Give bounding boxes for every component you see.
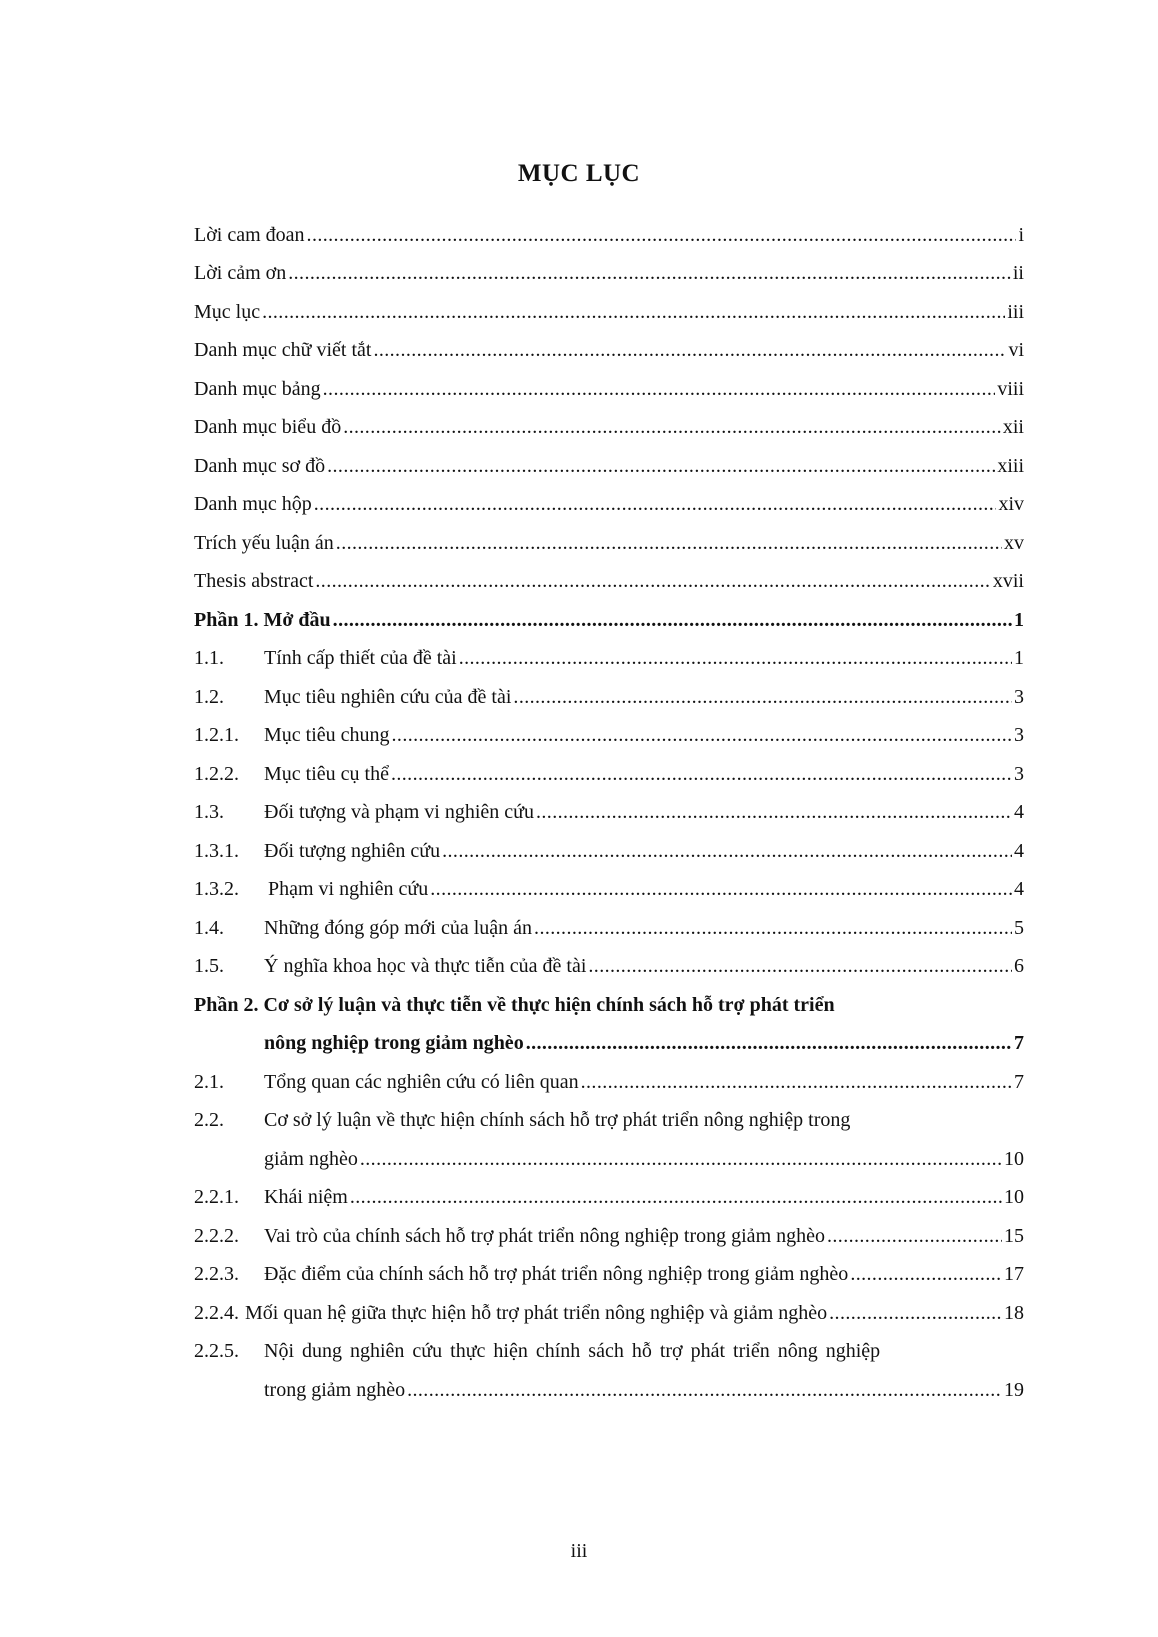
toc-entry[interactable] bbox=[194, 373, 1024, 405]
toc-entry-text: Đặc điểm của chính sách hỗ trợ phát triển nông nghiệp trong giảm nghèo bbox=[264, 1263, 849, 1285]
dot-leader bbox=[333, 604, 1012, 636]
toc-entry[interactable] bbox=[194, 681, 1024, 713]
toc-entry-text: Danh mục bảng bbox=[194, 378, 321, 400]
toc-entry-number: 2.2.4. bbox=[194, 1302, 239, 1324]
toc-entry[interactable] bbox=[194, 1181, 1024, 1213]
toc-entry-text: Đối tượng và phạm vi nghiên cứu bbox=[264, 801, 534, 823]
dot-leader bbox=[829, 1297, 1002, 1329]
toc-entry-text: Lời cảm ơn bbox=[194, 262, 287, 284]
toc-entry[interactable] bbox=[194, 758, 1024, 790]
toc-entry-number: 1.2.1. bbox=[194, 724, 239, 746]
toc-entry-page: 4 bbox=[1014, 878, 1024, 900]
toc-entry[interactable] bbox=[194, 1335, 1024, 1367]
toc-entry[interactable] bbox=[194, 1066, 1024, 1098]
toc-entry-page: 1 bbox=[1014, 647, 1024, 669]
dot-leader bbox=[459, 642, 1012, 674]
toc-entry[interactable] bbox=[194, 873, 1024, 905]
dot-leader bbox=[307, 219, 1017, 251]
toc-entry[interactable] bbox=[194, 450, 1024, 482]
toc-entry-text: Lời cam đoan bbox=[194, 224, 305, 246]
toc-entry-text: Mục lục bbox=[194, 301, 261, 323]
toc-entry-number: 2.2.3. bbox=[194, 1263, 239, 1285]
dot-leader bbox=[442, 835, 1012, 867]
toc-entry[interactable] bbox=[194, 334, 1024, 366]
toc-entry-text: Mối quan hệ giữa thực hiện hỗ trợ phát triển nông nghiệp và giảm nghèo bbox=[245, 1302, 828, 1324]
toc-entry-number: 1.4. bbox=[194, 917, 224, 939]
toc-entry-text: Những đóng góp mới của luận án bbox=[264, 917, 533, 939]
toc-entry-text: Nội dung nghiên cứu thực hiện chính sách hỗ trợ phát triển nông nghiệp bbox=[264, 1340, 881, 1362]
toc-entry-page: 17 bbox=[1004, 1263, 1024, 1285]
toc-entry-text: Ý nghĩa khoa học và thực tiễn của đề tài bbox=[264, 955, 587, 977]
toc-entry-page: xv bbox=[1004, 532, 1024, 554]
toc-entry-page: xiii bbox=[997, 455, 1024, 477]
dot-leader bbox=[827, 1220, 1002, 1252]
toc-entry-page: 19 bbox=[1004, 1379, 1024, 1401]
toc-entry-text: Danh mục chữ viết tắt bbox=[194, 339, 372, 361]
toc-entry-page: 5 bbox=[1014, 917, 1024, 939]
toc-entry[interactable] bbox=[194, 1258, 1024, 1290]
toc-entry-number: 1.3. bbox=[194, 801, 224, 823]
toc-entry[interactable] bbox=[194, 642, 1024, 674]
dot-leader bbox=[392, 719, 1012, 751]
toc-entry-text: trong giảm nghèo bbox=[264, 1379, 406, 1401]
dot-leader bbox=[323, 373, 996, 405]
toc-entry[interactable] bbox=[194, 527, 1024, 559]
toc-entry-number: 1.3.1. bbox=[194, 840, 239, 862]
toc-entry-page: xvii bbox=[992, 570, 1024, 592]
toc-entry-text: Mục tiêu chung bbox=[264, 724, 390, 746]
toc-entry[interactable] bbox=[194, 912, 1024, 944]
toc-entry-page: 7 bbox=[1014, 1032, 1024, 1054]
toc-entry-page: 18 bbox=[1004, 1302, 1024, 1324]
toc-entry-number: 1.2.2. bbox=[194, 763, 239, 785]
toc-entry[interactable] bbox=[194, 296, 1024, 328]
toc-entry[interactable] bbox=[194, 411, 1024, 443]
toc-entry-text: Khái niệm bbox=[264, 1186, 348, 1208]
toc-entry-page: 10 bbox=[1004, 1148, 1024, 1170]
dot-leader bbox=[581, 1066, 1012, 1098]
dot-leader bbox=[336, 527, 1002, 559]
toc-entry-text: nông nghiệp trong giảm nghèo bbox=[264, 1032, 524, 1054]
dot-leader bbox=[327, 450, 995, 482]
toc-entry-number: 1.2. bbox=[194, 686, 224, 708]
dot-leader bbox=[360, 1143, 1002, 1175]
toc-entry[interactable] bbox=[194, 257, 1024, 289]
toc-entry[interactable] bbox=[194, 1220, 1024, 1252]
toc-entry-number: 2.1. bbox=[194, 1071, 224, 1093]
toc-entry-page: i bbox=[1018, 224, 1024, 246]
toc-entry[interactable] bbox=[194, 1297, 1024, 1329]
toc-entry-page: 15 bbox=[1004, 1225, 1024, 1247]
toc-entry-page: 3 bbox=[1014, 686, 1024, 708]
toc-entry-text: Danh mục sơ đồ bbox=[194, 455, 326, 477]
page-title: MỤC LỤC bbox=[517, 160, 641, 187]
toc-entry-text: Phạm vi nghiên cứu bbox=[268, 878, 429, 900]
toc-chapter-heading[interactable] bbox=[194, 604, 1024, 636]
toc-entry-text: Vai trò của chính sách hỗ trợ phát triển nông nghiệp trong giảm nghèo bbox=[264, 1225, 825, 1247]
toc-entry-text: Tổng quan các nghiên cứu có liên quan bbox=[264, 1071, 579, 1093]
toc-entry-text: Mục tiêu nghiên cứu của đề tài bbox=[264, 686, 512, 708]
toc-entry-text: Danh mục hộp bbox=[194, 493, 312, 515]
toc-entry-page: viii bbox=[997, 378, 1024, 400]
toc-entry-text: Trích yếu luận án bbox=[194, 532, 334, 554]
toc-entry-text: giảm nghèo bbox=[264, 1148, 358, 1170]
toc-entry-number: 2.2.1. bbox=[194, 1186, 239, 1208]
toc-entry[interactable] bbox=[194, 488, 1024, 520]
dot-leader bbox=[850, 1258, 1002, 1290]
dot-leader bbox=[373, 334, 1006, 366]
toc-entry[interactable] bbox=[194, 796, 1024, 828]
toc-entry-page: ii bbox=[1012, 262, 1024, 284]
dot-leader bbox=[513, 681, 1012, 713]
toc-entry-number: 1.1. bbox=[194, 647, 224, 669]
toc-entry-number: 2.2. bbox=[194, 1109, 224, 1131]
toc-chapter-heading[interactable] bbox=[194, 989, 1024, 1021]
dot-leader bbox=[288, 257, 1011, 289]
toc-entry-page: iii bbox=[1007, 301, 1024, 323]
toc-entry-page: 7 bbox=[1014, 1071, 1024, 1093]
dot-leader bbox=[534, 912, 1012, 944]
toc-entry-text: Tính cấp thiết của đề tài bbox=[264, 647, 457, 669]
toc-entry-page: xii bbox=[1002, 416, 1024, 438]
dot-leader bbox=[407, 1374, 1002, 1406]
toc-entry-page: 6 bbox=[1014, 955, 1024, 977]
dot-leader bbox=[536, 796, 1012, 828]
toc-entry-page: 4 bbox=[1014, 801, 1024, 823]
toc-entry-text: Mục tiêu cụ thể bbox=[264, 763, 389, 785]
toc-entry-page: 10 bbox=[1004, 1186, 1024, 1208]
toc-entry-page: 3 bbox=[1014, 763, 1024, 785]
toc-entry[interactable] bbox=[194, 1104, 1024, 1136]
dot-leader bbox=[262, 296, 1005, 328]
dot-leader bbox=[430, 873, 1012, 905]
toc-entry-cont[interactable] bbox=[264, 1374, 1024, 1406]
toc-entry-page: xiv bbox=[998, 493, 1024, 515]
toc-entry-number: 1.5. bbox=[194, 955, 224, 977]
dot-leader bbox=[343, 411, 1001, 443]
toc-entry[interactable] bbox=[194, 835, 1024, 867]
toc-entry-text: Thesis abstract bbox=[194, 570, 314, 592]
toc-entry-page: vi bbox=[1008, 339, 1024, 361]
toc-entry[interactable] bbox=[194, 950, 1024, 982]
toc-entry-number: 2.2.5. bbox=[194, 1340, 239, 1362]
toc-entry-cont[interactable] bbox=[264, 1143, 1024, 1175]
toc-entry[interactable] bbox=[194, 565, 1024, 597]
toc-chapter-heading-cont[interactable] bbox=[264, 1027, 1024, 1059]
toc-entry[interactable] bbox=[194, 219, 1024, 251]
dot-leader bbox=[315, 565, 990, 597]
dot-leader bbox=[314, 488, 997, 520]
dot-leader bbox=[350, 1181, 1002, 1213]
toc-entry-text: Cơ sở lý luận về thực hiện chính sách hỗ trợ phát triển nông nghiệp trong bbox=[264, 1109, 851, 1131]
toc-entry-page: 3 bbox=[1014, 724, 1024, 746]
toc-entry-text: Danh mục biểu đồ bbox=[194, 416, 342, 438]
dot-leader bbox=[588, 950, 1012, 982]
toc-entry-text: Đối tượng nghiên cứu bbox=[264, 840, 441, 862]
toc-entry-number: 2.2.2. bbox=[194, 1225, 239, 1247]
toc-entry-page: 4 bbox=[1014, 840, 1024, 862]
toc-entry-text: Phần 2. Cơ sở lý luận và thực tiễn về thực hiện chính sách hỗ trợ phát triển bbox=[194, 994, 835, 1016]
toc-entry-page: 1 bbox=[1014, 609, 1024, 631]
dot-leader bbox=[526, 1027, 1012, 1059]
toc-entry-number: 1.3.2. bbox=[194, 878, 239, 900]
dot-leader bbox=[391, 758, 1012, 790]
page-number-footer: iii bbox=[570, 1540, 588, 1562]
toc-entry-text: Phần 1. Mở đầu bbox=[194, 609, 331, 631]
toc-entry[interactable] bbox=[194, 719, 1024, 751]
